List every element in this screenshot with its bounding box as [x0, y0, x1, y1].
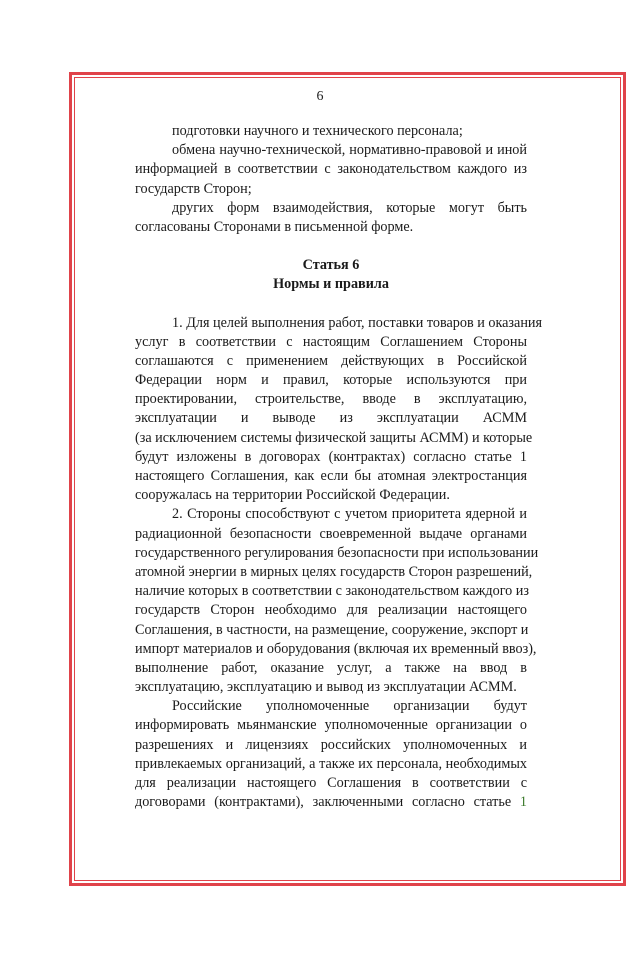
- text-line: 1. Для целей выполнения работ, поставки товаров и оказания: [172, 314, 543, 331]
- spacer: [135, 295, 527, 314]
- article-number: Статья 6: [302, 257, 360, 274]
- text-line: будут изложены в договорах (контрактах) согласно статье 1: [135, 448, 527, 465]
- document-body: [135, 122, 543, 812]
- spacer: [135, 237, 527, 256]
- text-line: соглашаются с применением действующих в Российской: [135, 352, 527, 369]
- text-line: государств Сторон необходимо для реализации настоящего: [135, 602, 527, 619]
- text-line: импорт материалов и оборудования (включая их временный ввоз),: [135, 640, 537, 657]
- text-line: Российские уполномоченные организации будут: [172, 698, 527, 715]
- text-line: (за исключением системы физической защиты АСММ) и которые: [135, 429, 533, 446]
- text-line: разрешениях и лицензиях российских уполномоченных и: [135, 736, 527, 753]
- text-line: атомной энергии в мирных целях государств Сторон разрешений,: [135, 563, 533, 580]
- text-line: других форм взаимодействия, которые могут быть: [172, 199, 527, 216]
- text-line: государственного регулирования безопасности при использовании: [135, 544, 539, 561]
- text-line: проектировании, строительстве, вводе в эксплуатацию,: [135, 391, 527, 408]
- paragraph-3: [135, 697, 527, 793]
- text-line: для реализации настоящего Соглашения в соответствии с: [135, 775, 527, 791]
- text-line: согласованы Сторонами в письменной форме.: [135, 218, 414, 235]
- text-line: Соглашения, в частности, на размещение, сооружение, экспорт и: [135, 621, 529, 638]
- text-line: эксплуатации и выводе из эксплуатации АСММ: [135, 410, 527, 427]
- text-line: привлекаемых организаций, а также их персонала, необходимых: [135, 755, 527, 772]
- text-line: обмена научно-технической, нормативно-правовой и иной: [172, 142, 527, 159]
- text-line: настоящего Соглашения, как если бы атомная электростанция: [135, 468, 527, 484]
- text-line: эксплуатацию, эксплуатацию и вывод из эксплуатации АСММ.: [135, 679, 517, 696]
- paragraph-2: [135, 505, 539, 697]
- text-line: Федерации норм и правил, которые используются при: [135, 372, 527, 389]
- page-number: 6: [316, 89, 324, 104]
- text-line: подготовки научного и технического персонала;: [172, 123, 463, 139]
- text-line: информировать мьянманские уполномоченные организации о: [135, 717, 527, 734]
- text-line: государств Сторон;: [135, 180, 252, 197]
- text-line: радиационной безопасности своевременной выдаче органами: [135, 525, 527, 542]
- text-line: информацией в соответствии с законодательством каждого из: [135, 161, 527, 178]
- text-line: услуг в соответствии с настоящим Соглашением Стороны: [135, 333, 527, 350]
- paragraph-1: [135, 314, 543, 506]
- article-title: Нормы и правила: [273, 276, 389, 293]
- text-line-last: [135, 793, 527, 812]
- text-line: выполнение работ, оказание услуг, а также на ввод в: [135, 659, 527, 676]
- article-reference-number: 1: [519, 794, 527, 811]
- text-line: наличие которых в соответствии с законодательством каждого из: [135, 583, 529, 600]
- text-line: сооружалась на территории Российской Федерации.: [135, 487, 450, 504]
- last-line-text: договорами (контрактами), заключенными согласно статье: [135, 794, 512, 811]
- text-line: 2. Стороны способствуют с учетом приоритета ядерной и: [172, 506, 527, 523]
- list-continuation: [135, 122, 527, 237]
